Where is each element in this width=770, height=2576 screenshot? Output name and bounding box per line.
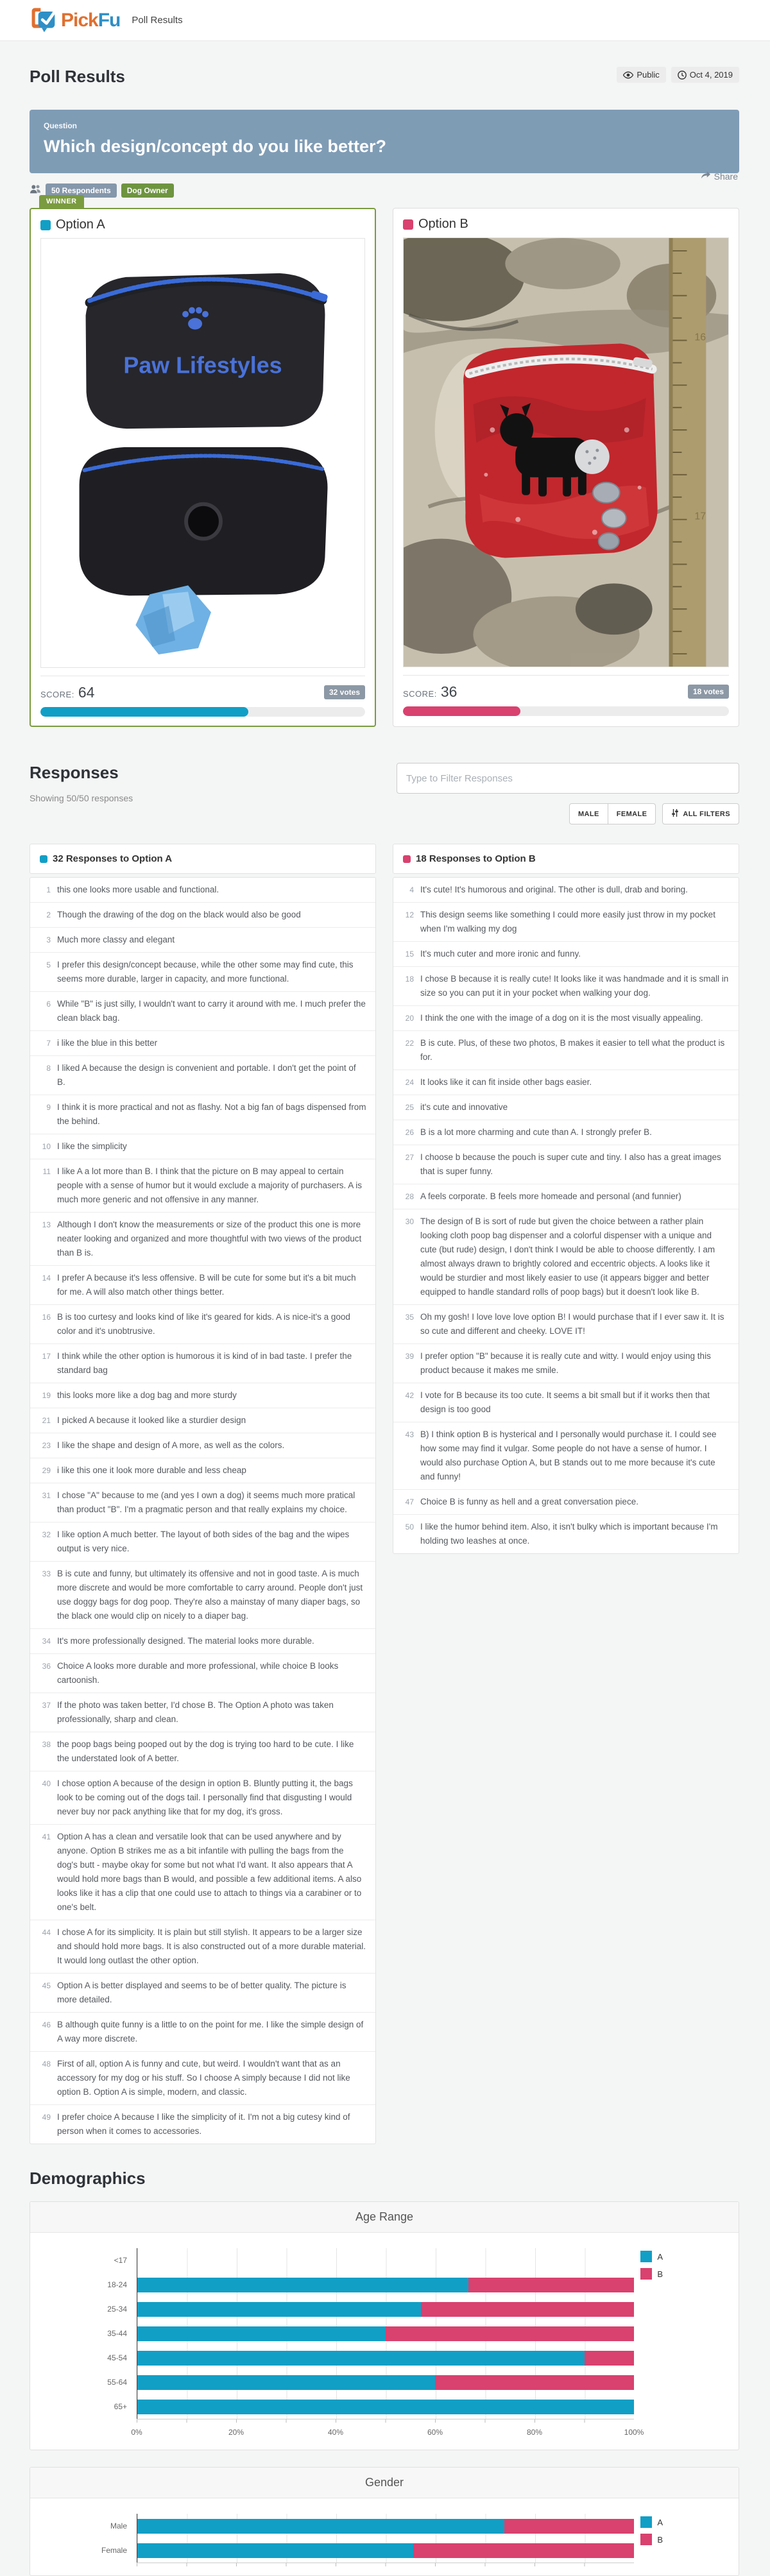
svg-text:Paw Lifestyles: Paw Lifestyles xyxy=(123,352,282,379)
response-item: 40 I chose option A because of the design in option B. Bluntly putting it, the bags look to be coming out of the dogs tail. I personally find that disgusting I would never buy nor pack anything like that for my dog, it's gross. xyxy=(30,1771,375,1825)
bar-segment-B xyxy=(468,2278,634,2292)
male-filter-button[interactable]: MALE xyxy=(569,803,608,824)
pickfu-logo-text: PickFu xyxy=(61,9,121,31)
respondents-badge: 50 Respondents xyxy=(46,183,117,198)
x-axis-tick-label: 0% xyxy=(131,2428,142,2437)
option-b-score: SCORE: 36 xyxy=(403,683,458,700)
clock-icon xyxy=(678,71,687,80)
response-item: 26 B is a lot more charming and cute than A. I strongly prefer B. xyxy=(393,1120,739,1145)
option-b-label: Option B xyxy=(403,217,729,232)
x-axis-ticks xyxy=(137,2563,634,2566)
share-link[interactable]: Share xyxy=(701,171,738,182)
bar-segment-A xyxy=(137,2302,421,2317)
chart-row xyxy=(114,2394,634,2419)
response-item: 2 Though the drawing of the dog on the black would also be good xyxy=(30,903,375,928)
response-item: 5 I prefer this design/concept because, while the other some may find cute, this seems more durable, larger in capacity, and more functional. xyxy=(30,953,375,992)
x-axis-ticks xyxy=(137,2419,634,2423)
bar-segment-B xyxy=(386,2326,634,2341)
column-a-header: 32 Responses to Option A xyxy=(30,844,376,874)
option-a-label: Option A xyxy=(40,218,365,232)
question-banner xyxy=(30,110,739,173)
x-axis-tick-label: 20% xyxy=(228,2428,244,2437)
gender-plot xyxy=(101,2514,634,2563)
chart-category-label: 55-64 xyxy=(107,2378,127,2387)
gender-chart xyxy=(30,2467,739,2576)
response-item: 6 While "B" is just silly, I wouldn't want to carry it around with me. I much prefer the clean black bag. xyxy=(30,992,375,1031)
legend-swatch xyxy=(640,2516,652,2528)
chart-category-label: Male xyxy=(110,2521,127,2530)
legend-item-A: A xyxy=(640,2251,663,2262)
chart-category-label: 65+ xyxy=(114,2402,127,2411)
response-item: 13 Although I don't know the measurements or size of the product this one is more neater looking and organized and more thoughtful with two views of the product than B is. xyxy=(30,1213,375,1266)
responses-column-b xyxy=(393,844,739,1554)
option-b-swatch xyxy=(403,855,411,863)
age-range-chart-title: Age Range xyxy=(30,2202,739,2233)
responses-list-a xyxy=(30,877,376,2144)
response-item: 18 I chose B because it is really cute! It looks like it was handmade and it is small in size so you can put it in your pocket when walking your dog. xyxy=(393,967,739,1006)
question-label: Question xyxy=(44,121,78,130)
response-item: 36 Choice A looks more durable and more professional, while choice B looks cartoonish. xyxy=(30,1654,375,1693)
option-a-swatch xyxy=(40,855,47,863)
response-item: 42 I vote for B because its too cute. It seems a bit small but if it works then that design is too good xyxy=(393,1383,739,1422)
sliders-icon xyxy=(671,809,679,819)
chart-legend xyxy=(640,2251,663,2280)
response-item: 41 Option A has a clean and versatile look that can be used anywhere and by anyone. Option B strikes me as a bit infantile with pulling the bags from the dog's butt - maybe okay for some but not what I'd want. It also appears that A would hold more bags than B would, and possible a few additional items. A also looks like it has a clip that one could use to attach to things via a carabiner or to one's belt. xyxy=(30,1825,375,1920)
option-b-swatch xyxy=(403,219,413,230)
responses-heading: Responses xyxy=(30,763,119,782)
demographics-heading: Demographics xyxy=(30,2169,146,2188)
chart-category-label: 18-24 xyxy=(107,2280,127,2289)
female-filter-button[interactable]: FEMALE xyxy=(608,803,656,824)
pickfu-logo[interactable] xyxy=(29,4,120,36)
bar-segment-B xyxy=(504,2519,634,2534)
response-item: 33 B is cute and funny, but ultimately its offensive and not in good taste. A is much more discrete and would be more comfortable to carry around. People don't just use doggy bags for dog poop. They're also a mainstay of many diaper bags, so the black one would clip on nicely to a diaper bag. xyxy=(30,1562,375,1629)
option-a-score: SCORE: 64 xyxy=(40,683,95,701)
all-filters-button[interactable]: ALL FILTERS xyxy=(662,803,739,824)
top-bar xyxy=(0,0,770,41)
visibility-badge: Public xyxy=(617,67,665,83)
bar-segment-A xyxy=(137,2519,504,2534)
share-icon xyxy=(701,171,711,182)
response-item: 39 I prefer option "B" because it is really cute and witty. I would enjoy using this product because it makes me smile. xyxy=(393,1344,739,1383)
chart-row xyxy=(101,2538,634,2563)
audience-row xyxy=(30,183,739,198)
topbar-subtitle: Poll Results xyxy=(132,15,183,26)
svg-text:16: 16 xyxy=(694,332,706,343)
response-item: 21 I picked A because it looked like a sturdier design xyxy=(30,1408,375,1433)
page-title: Poll Results xyxy=(30,67,125,86)
legend-item-B: B xyxy=(640,2534,663,2545)
bar-segment-A xyxy=(137,2375,435,2390)
legend-item-B: B xyxy=(640,2268,663,2280)
response-item: 50 I like the humor behind item. Also, it isn't bulky which is important because I'm holding two leashes at once. xyxy=(405,1522,718,1546)
bar-segment-A xyxy=(137,2400,634,2414)
response-item: 17 I think while the other option is humorous it is kind of in bad taste. I prefer the standard bag xyxy=(30,1344,375,1383)
x-axis-labels xyxy=(131,2425,644,2441)
chart-row xyxy=(107,2370,634,2394)
chart-row xyxy=(107,2297,634,2321)
response-item: 9 I think it is more practical and not as flashy. Not a big fan of bags dispensed from the behind. xyxy=(30,1095,375,1134)
response-item: 24 It looks like it can fit inside other bags easier. xyxy=(393,1070,739,1095)
response-item: 37 If the photo was taken better, I'd chose B. The Option A photo was taken professionally, sharp and clean. xyxy=(30,1693,375,1732)
response-item: 11 I like A a lot more than B. I think that the picture on B may appeal to certain people with a sense of humor but it would exclude a majority of purchasers. A is much more generic and not offensive in any manner. xyxy=(30,1159,375,1213)
response-item: 45 Option A is better displayed and seems to be of better quality. The picture is more detailed. xyxy=(30,1974,375,2013)
response-item: 20 I think the one with the image of a dog on it is the most visually appealing. xyxy=(393,1006,739,1031)
option-b-card xyxy=(393,208,739,727)
response-item: 29 i like this one it look more durable and less cheap xyxy=(30,1458,375,1483)
response-item: 3 Much more classy and elegant xyxy=(30,928,375,953)
option-a-photo xyxy=(40,238,365,668)
bar-segment-B xyxy=(435,2375,634,2390)
response-item: 25 it's cute and innovative xyxy=(393,1095,739,1120)
winner-badge: WINNER xyxy=(39,195,84,208)
chart-row xyxy=(114,2248,634,2273)
chart-row xyxy=(107,2273,634,2297)
svg-text:17: 17 xyxy=(694,511,706,522)
x-axis-tick-label: 80% xyxy=(526,2428,543,2437)
bar-segment-B xyxy=(413,2543,634,2558)
option-a-swatch xyxy=(40,220,51,230)
option-a-votes-badge: 32 votes xyxy=(324,685,365,699)
responses-column-a xyxy=(30,844,376,2144)
chart-category-label: 35-44 xyxy=(107,2329,127,2338)
chart-legend xyxy=(640,2516,663,2545)
response-item: 49 I prefer choice A because I like the simplicity of it. I'm not a big cutesy kind of person when it comes to accessories. xyxy=(42,2112,350,2136)
response-item: 12 This design seems like something I could more easily just throw in my pocket when I'm walking my dog xyxy=(393,903,739,942)
option-b-score-bar xyxy=(403,706,729,716)
response-item: 38 the poop bags being pooped out by the dog is trying too hard to be cute. I like the understated look of A better. xyxy=(30,1732,375,1771)
response-item: 14 I prefer A because it's less offensive. B will be cute for some but it's a bit much for me. A will also match other things better. xyxy=(30,1266,375,1305)
legend-swatch xyxy=(640,2268,652,2280)
bar-segment-A xyxy=(137,2543,413,2558)
chart-category-label: <17 xyxy=(114,2256,127,2265)
response-item: 47 Choice B is funny as hell and a great conversation piece. xyxy=(393,1490,739,1515)
bar-segment-B xyxy=(421,2302,634,2317)
column-b-header: 18 Responses to Option B xyxy=(393,844,739,874)
response-item: 22 B is cute. Plus, of these two photos, B makes it easier to tell what the product is for. xyxy=(393,1031,739,1070)
response-item: 43 B) I think option B is hysterical and I personally would purchase it. I could see how some may find it vulgar. Some people do not have a sense of humor. I would also purchase Option A, but B stands out to me more because it's cute and funny! xyxy=(393,1422,739,1490)
response-item: 46 B although quite funny is a little to on the point for me. I like the simple design of A way more discrete. xyxy=(30,2013,375,2052)
legend-swatch xyxy=(640,2251,652,2262)
x-axis-tick-label: 100% xyxy=(624,2428,644,2437)
response-item: 16 B is too curtesy and looks kind of like it's geared for kids. A is nice-it's a good color and it's unobtrusive. xyxy=(30,1305,375,1344)
response-item: 28 A feels corporate. B feels more homeade and personal (and funnier) xyxy=(393,1184,739,1209)
bar-segment-A xyxy=(137,2278,468,2292)
legend-item-A: A xyxy=(640,2516,663,2528)
gender-chart-title: Gender xyxy=(30,2468,739,2498)
response-item: 34 It's more professionally designed. The material looks more durable. xyxy=(30,1629,375,1654)
response-item: 4 It's cute! It's humorous and original. The other is dull, drab and boring. xyxy=(393,878,739,903)
question-text: Which design/concept do you like better? xyxy=(44,137,387,156)
chart-category-label: Female xyxy=(101,2546,127,2555)
pickfu-logo-icon xyxy=(29,4,57,36)
x-axis-tick-label: 40% xyxy=(327,2428,344,2437)
response-item: 10 I like the simplicity xyxy=(30,1134,375,1159)
chart-category-label: 45-54 xyxy=(107,2353,127,2362)
response-item: 32 I like option A much better. The layout of both sides of the bag and the wipes output is very nice. xyxy=(30,1523,375,1562)
date-badge: Oct 4, 2019 xyxy=(671,67,739,83)
response-item: 27 I choose b because the pouch is super cute and tiny. I also has a great images that is super funny. xyxy=(393,1145,739,1184)
filter-responses-input[interactable] xyxy=(397,763,739,794)
bar-segment-B xyxy=(585,2351,634,2366)
response-item: 35 Oh my gosh! I love love love option B! I would purchase that if I ever saw it. It is so cute and different and cheeky. LOVE IT! xyxy=(393,1305,739,1344)
response-item: 30 The design of B is sort of rude but given the choice between a rather plain looking cloth poop bag dispenser and a colorful dispenser with a unique and cute (but rude) design, I don't think I would be able to choose differently. I am almost always drawn to brightly colored and eccentric objects. A looks like it would be sturdier and most likely easier to use (it appears bigger and better equipped to handle standard rolls of poop bags) but it doesn't look like B. xyxy=(393,1209,739,1305)
response-item: 7 i like the blue in this better xyxy=(30,1031,375,1056)
response-item: 15 It's much cuter and more ironic and funny. xyxy=(393,942,739,967)
response-item: 19 this looks more like a dog bag and more sturdy xyxy=(30,1383,375,1408)
option-a-score-bar xyxy=(40,707,365,717)
response-item: 1 this one looks more usable and functional. xyxy=(30,878,375,903)
option-b-votes-badge: 18 votes xyxy=(688,685,729,699)
chart-row xyxy=(107,2321,634,2346)
chart-row xyxy=(107,2346,634,2370)
responses-list-b xyxy=(393,877,739,1554)
response-item: 44 I chose A for its simplicity. It is plain but still stylish. It appears to be a larger size and should hold more bags. It is also constructed out of a more durable material. It would long outlast the other option. xyxy=(30,1920,375,1974)
bar-segment-A xyxy=(137,2351,585,2366)
chart-category-label: 25-34 xyxy=(107,2305,127,2314)
gender-filter-group xyxy=(569,803,656,824)
response-item: 23 I like the shape and design of A more, as well as the colors. xyxy=(30,1433,375,1458)
response-item: 8 I liked A because the design is convenient and portable. I don't get the point of B. xyxy=(30,1056,375,1095)
option-a-card xyxy=(30,198,376,727)
age-range-plot xyxy=(107,2248,634,2419)
bar-segment-A xyxy=(137,2326,386,2341)
legend-swatch xyxy=(640,2534,652,2545)
option-b-photo xyxy=(403,237,729,667)
response-item: 48 First of all, option A is funny and cute, but weird. I wouldn't want that as an accessory for my dog or his stuff. So I choose A simply because I did not like option B. Option A is simple, modern, and classic. xyxy=(30,2052,375,2105)
chart-row xyxy=(110,2514,634,2538)
response-item: 31 I chose "A" because to me (and yes I own a dog) it seems much more pratical than product "B". I'm a pragmatic person and that really explains my choice. xyxy=(30,1483,375,1523)
age-range-chart xyxy=(30,2201,739,2450)
x-axis-tick-label: 60% xyxy=(427,2428,443,2437)
responses-count: Showing 50/50 responses xyxy=(30,793,133,803)
eye-icon xyxy=(623,71,633,79)
audience-badge: Dog Owner xyxy=(121,183,174,198)
